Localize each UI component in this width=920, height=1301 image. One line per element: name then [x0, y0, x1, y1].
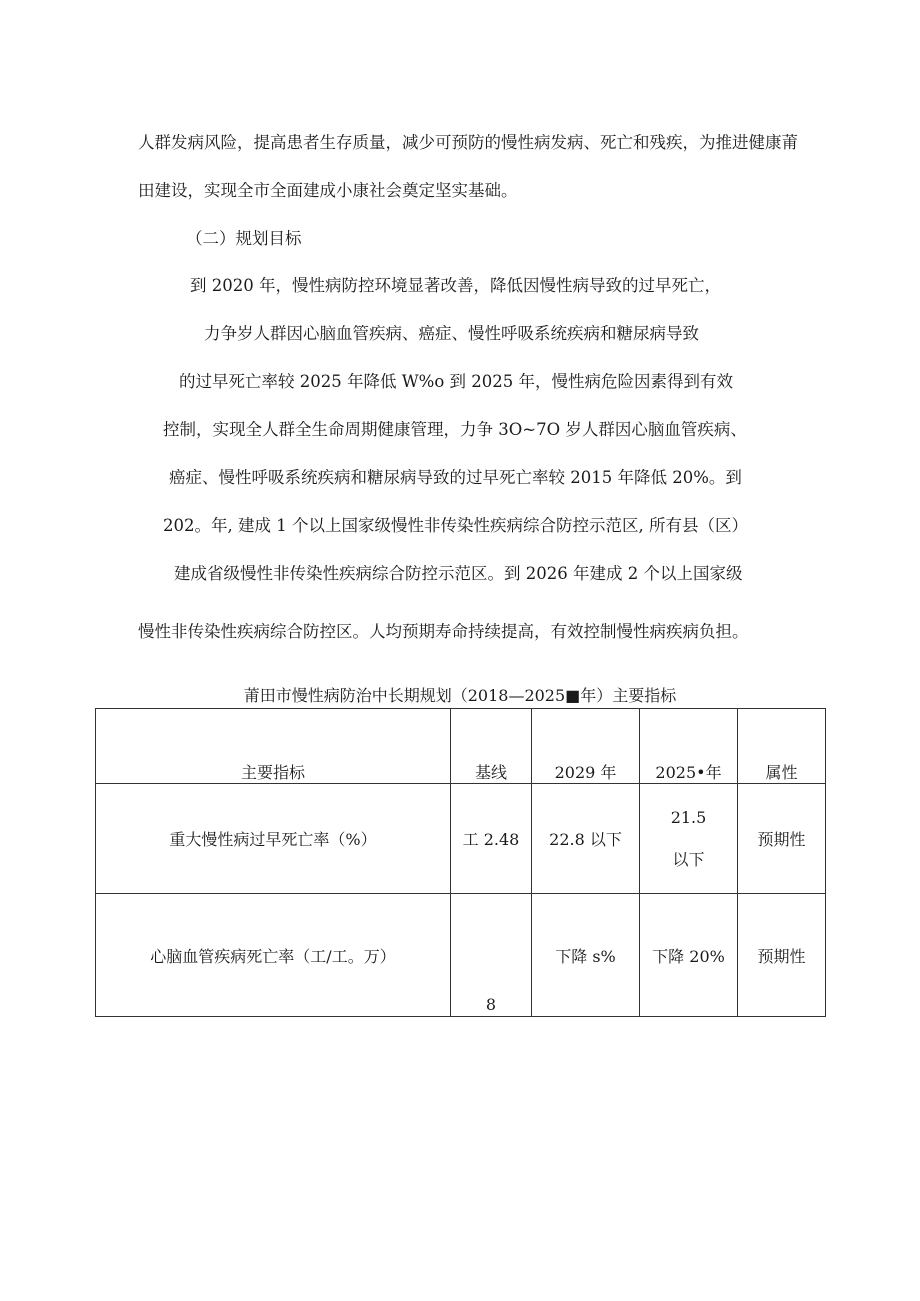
- paragraph-line: 癌症、慢性呼吸系统疾病和糖尿病导致的过早死亡率较 2015 年降低 20%。到: [169, 468, 742, 487]
- cell-target-2025: [640, 784, 738, 894]
- table-caption: 莆田市慢性病防治中长期规划（2018—2025■年）主要指标: [243, 686, 677, 705]
- cell-target-2029: 下降 s%: [532, 894, 640, 1017]
- paragraph-line: 202。年, 建成 1 个以上国家级慢性非传染性疾病综合防控示范区, 所有县（区）: [163, 516, 748, 535]
- paragraph-line: 慢性非传染性疾病综合防控区。人均预期寿命持续提高，有效控制慢性病疾病负担。: [138, 622, 749, 641]
- indicators-table: [95, 708, 826, 1017]
- section-heading: （二）规划目标: [186, 229, 302, 248]
- paragraph-line: 到 2020 年，慢性病防控环境显著改善，降低因慢性病导致的过早死亡，: [190, 276, 721, 295]
- column-header-baseline: 基线: [451, 709, 532, 784]
- table-header-row: [96, 709, 826, 784]
- column-header-2025: 2025•年: [640, 709, 738, 784]
- paragraph-line: 的过早死亡率较 2025 年降低 W%o 到 2025 年，慢性病危险因素得到有效: [179, 372, 734, 391]
- table-row: [96, 894, 826, 1017]
- paragraph-line: 人群发病风险，提高患者生存质量，减少可预防的慢性病发病、死亡和残疾，为推进健康莆: [138, 133, 798, 152]
- cell-target-2025: 下降 20%: [640, 894, 738, 1017]
- cell-target-2025-text: 21.5 以下: [670, 807, 707, 869]
- paragraph-line: 力争岁人群因心脑血管疾病、癌症、慢性呼吸系统疾病和糖尿病导致: [204, 324, 699, 343]
- cell-baseline: 工 2.48: [451, 784, 532, 894]
- column-header-attribute: 属性: [738, 709, 826, 784]
- cell-indicator: 心脑血管疾病死亡率（工/工。万）: [96, 894, 451, 1017]
- table-row: [96, 784, 826, 894]
- paragraph-line: 控制，实现全人群全生命周期健康管理，力争 3O~7O 岁人群因心脑血管疾病、: [163, 420, 747, 439]
- cell-indicator: 重大慢性病过早死亡率（%）: [96, 784, 451, 894]
- paragraph-line: 建成省级慢性非传染性疾病综合防控示范区。到 2026 年建成 2 个以上国家级: [174, 564, 743, 583]
- cell-attribute: 预期性: [738, 894, 826, 1017]
- cell-target-2029: 22.8 以下: [532, 784, 640, 894]
- cell-baseline-text: 8: [485, 995, 497, 1014]
- paragraph-line: 田建设，实现全市全面建成小康社会奠定坚实基础。: [138, 181, 518, 200]
- column-header-2029: 2029 年: [532, 709, 640, 784]
- cell-baseline: [451, 894, 532, 1017]
- cell-attribute: 预期性: [738, 784, 826, 894]
- column-header-indicator: 主要指标: [96, 709, 451, 784]
